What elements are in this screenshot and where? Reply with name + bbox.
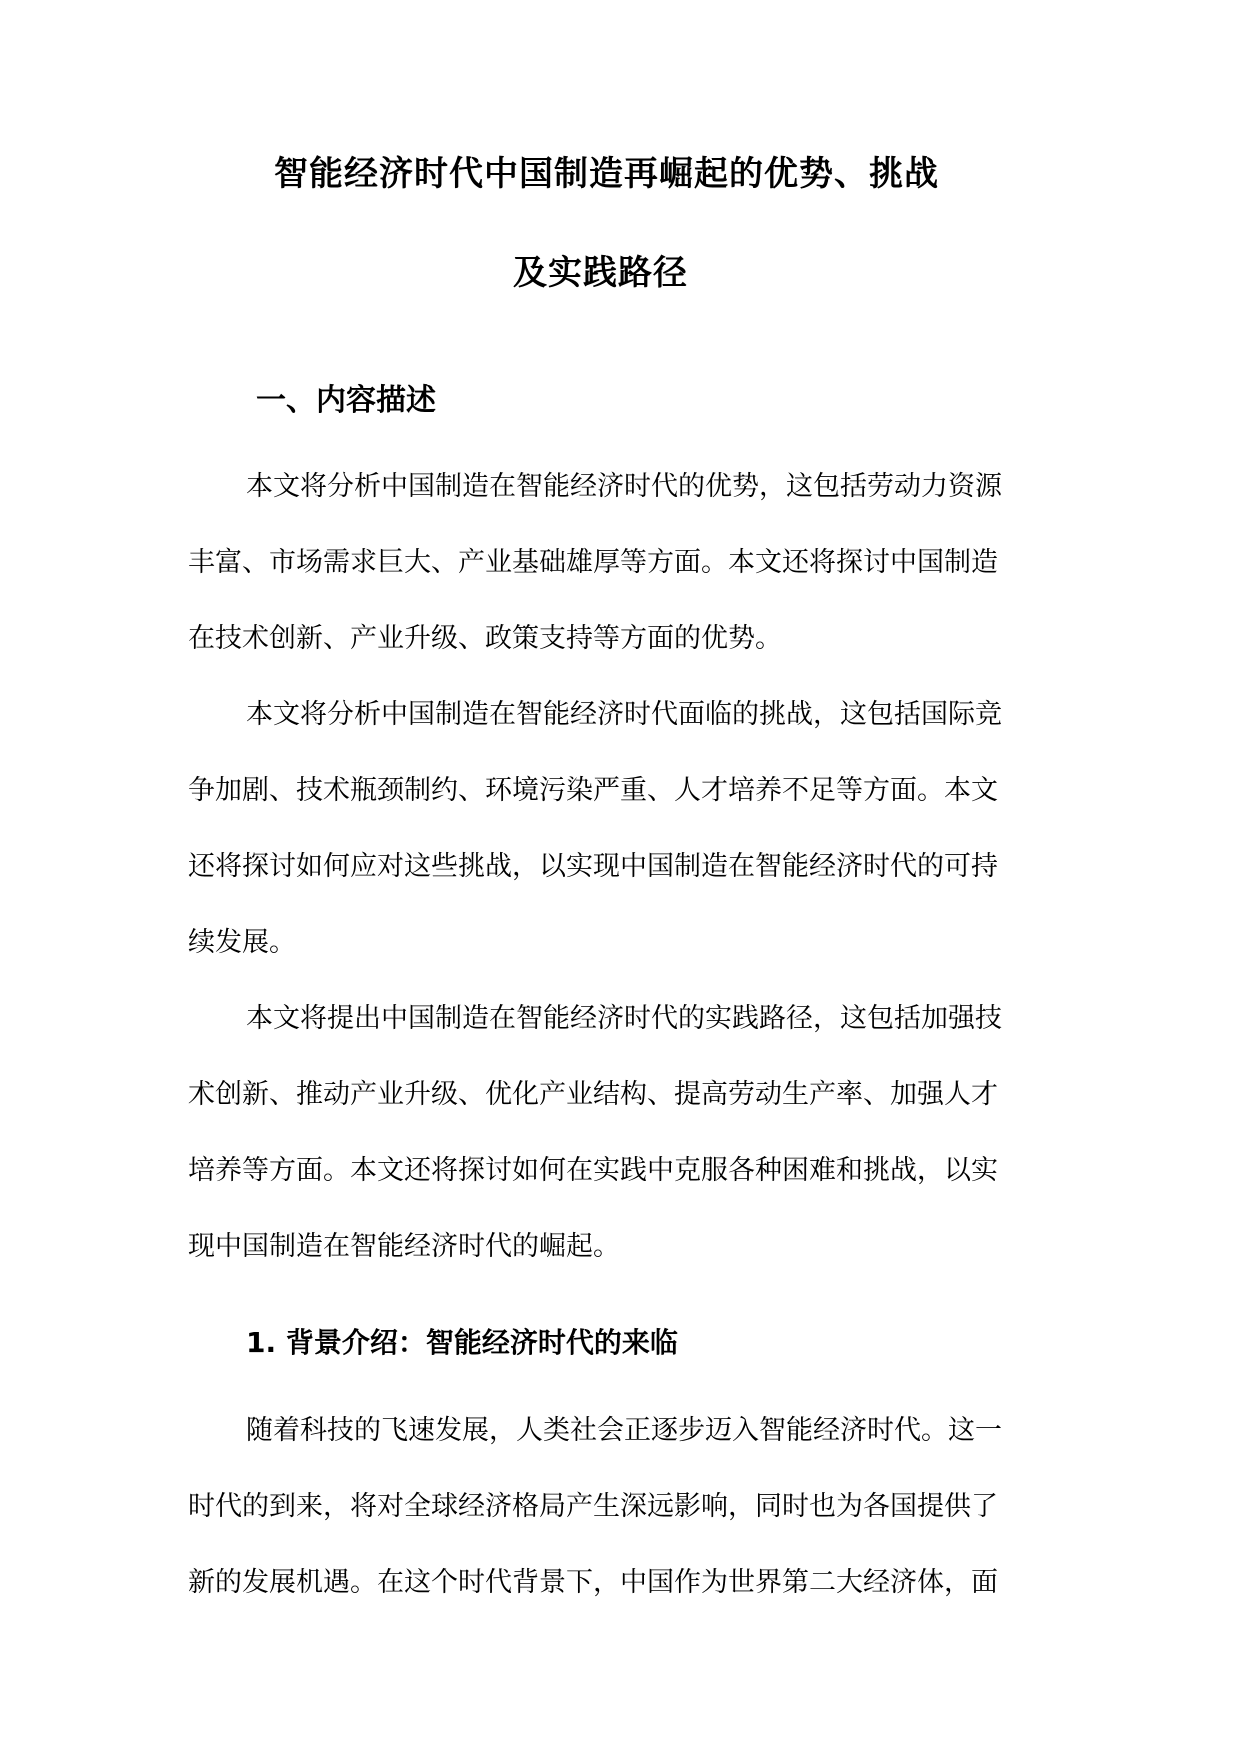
paragraph-1-line-3: 在技术创新、产业升级、政策支持等方面的优势。 [188,623,782,654]
document-title-line-2: 及实践路径 [513,253,688,293]
paragraph-3-line-1: 本文将提出中国制造在智能经济时代的实践路径，这包括加强技 [246,1003,1002,1034]
document-title-line-1: 智能经济时代中国制造再崛起的优势、挑战 [274,154,939,194]
paragraph-1-line-2: 丰富、市场需求巨大、产业基础雄厚等方面。本文还将探讨中国制造 [188,547,998,578]
subsection-heading-background: 1. 背景介绍：智能经济时代的来临 [246,1326,678,1359]
paragraph-2-line-1: 本文将分析中国制造在智能经济时代面临的挑战，这包括国际竞 [246,699,1002,730]
paragraph-3-line-4: 现中国制造在智能经济时代的崛起。 [188,1231,620,1262]
section-heading-content-description: 一、内容描述 [256,383,436,418]
paragraph-2-line-4: 续发展。 [188,927,296,958]
paragraph-3-line-2: 术创新、推动产业升级、优化产业结构、提高劳动生产率、加强人才 [188,1079,998,1110]
paragraph-4-line-1: 随着科技的飞速发展，人类社会正逐步迈入智能经济时代。这一 [246,1415,1002,1446]
paragraph-2-line-3: 还将探讨如何应对这些挑战，以实现中国制造在智能经济时代的可持 [188,851,998,882]
paragraph-4-line-2: 时代的到来，将对全球经济格局产生深远影响，同时也为各国提供了 [188,1491,998,1522]
paragraph-1-line-1: 本文将分析中国制造在智能经济时代的优势，这包括劳动力资源 [246,471,1002,502]
paragraph-2-line-2: 争加剧、技术瓶颈制约、环境污染严重、人才培养不足等方面。本文 [188,775,998,806]
paragraph-3-line-3: 培养等方面。本文还将探讨如何在实践中克服各种困难和挑战，以实 [188,1155,998,1186]
paragraph-4-line-3: 新的发展机遇。在这个时代背景下，中国作为世界第二大经济体，面 [188,1567,998,1598]
